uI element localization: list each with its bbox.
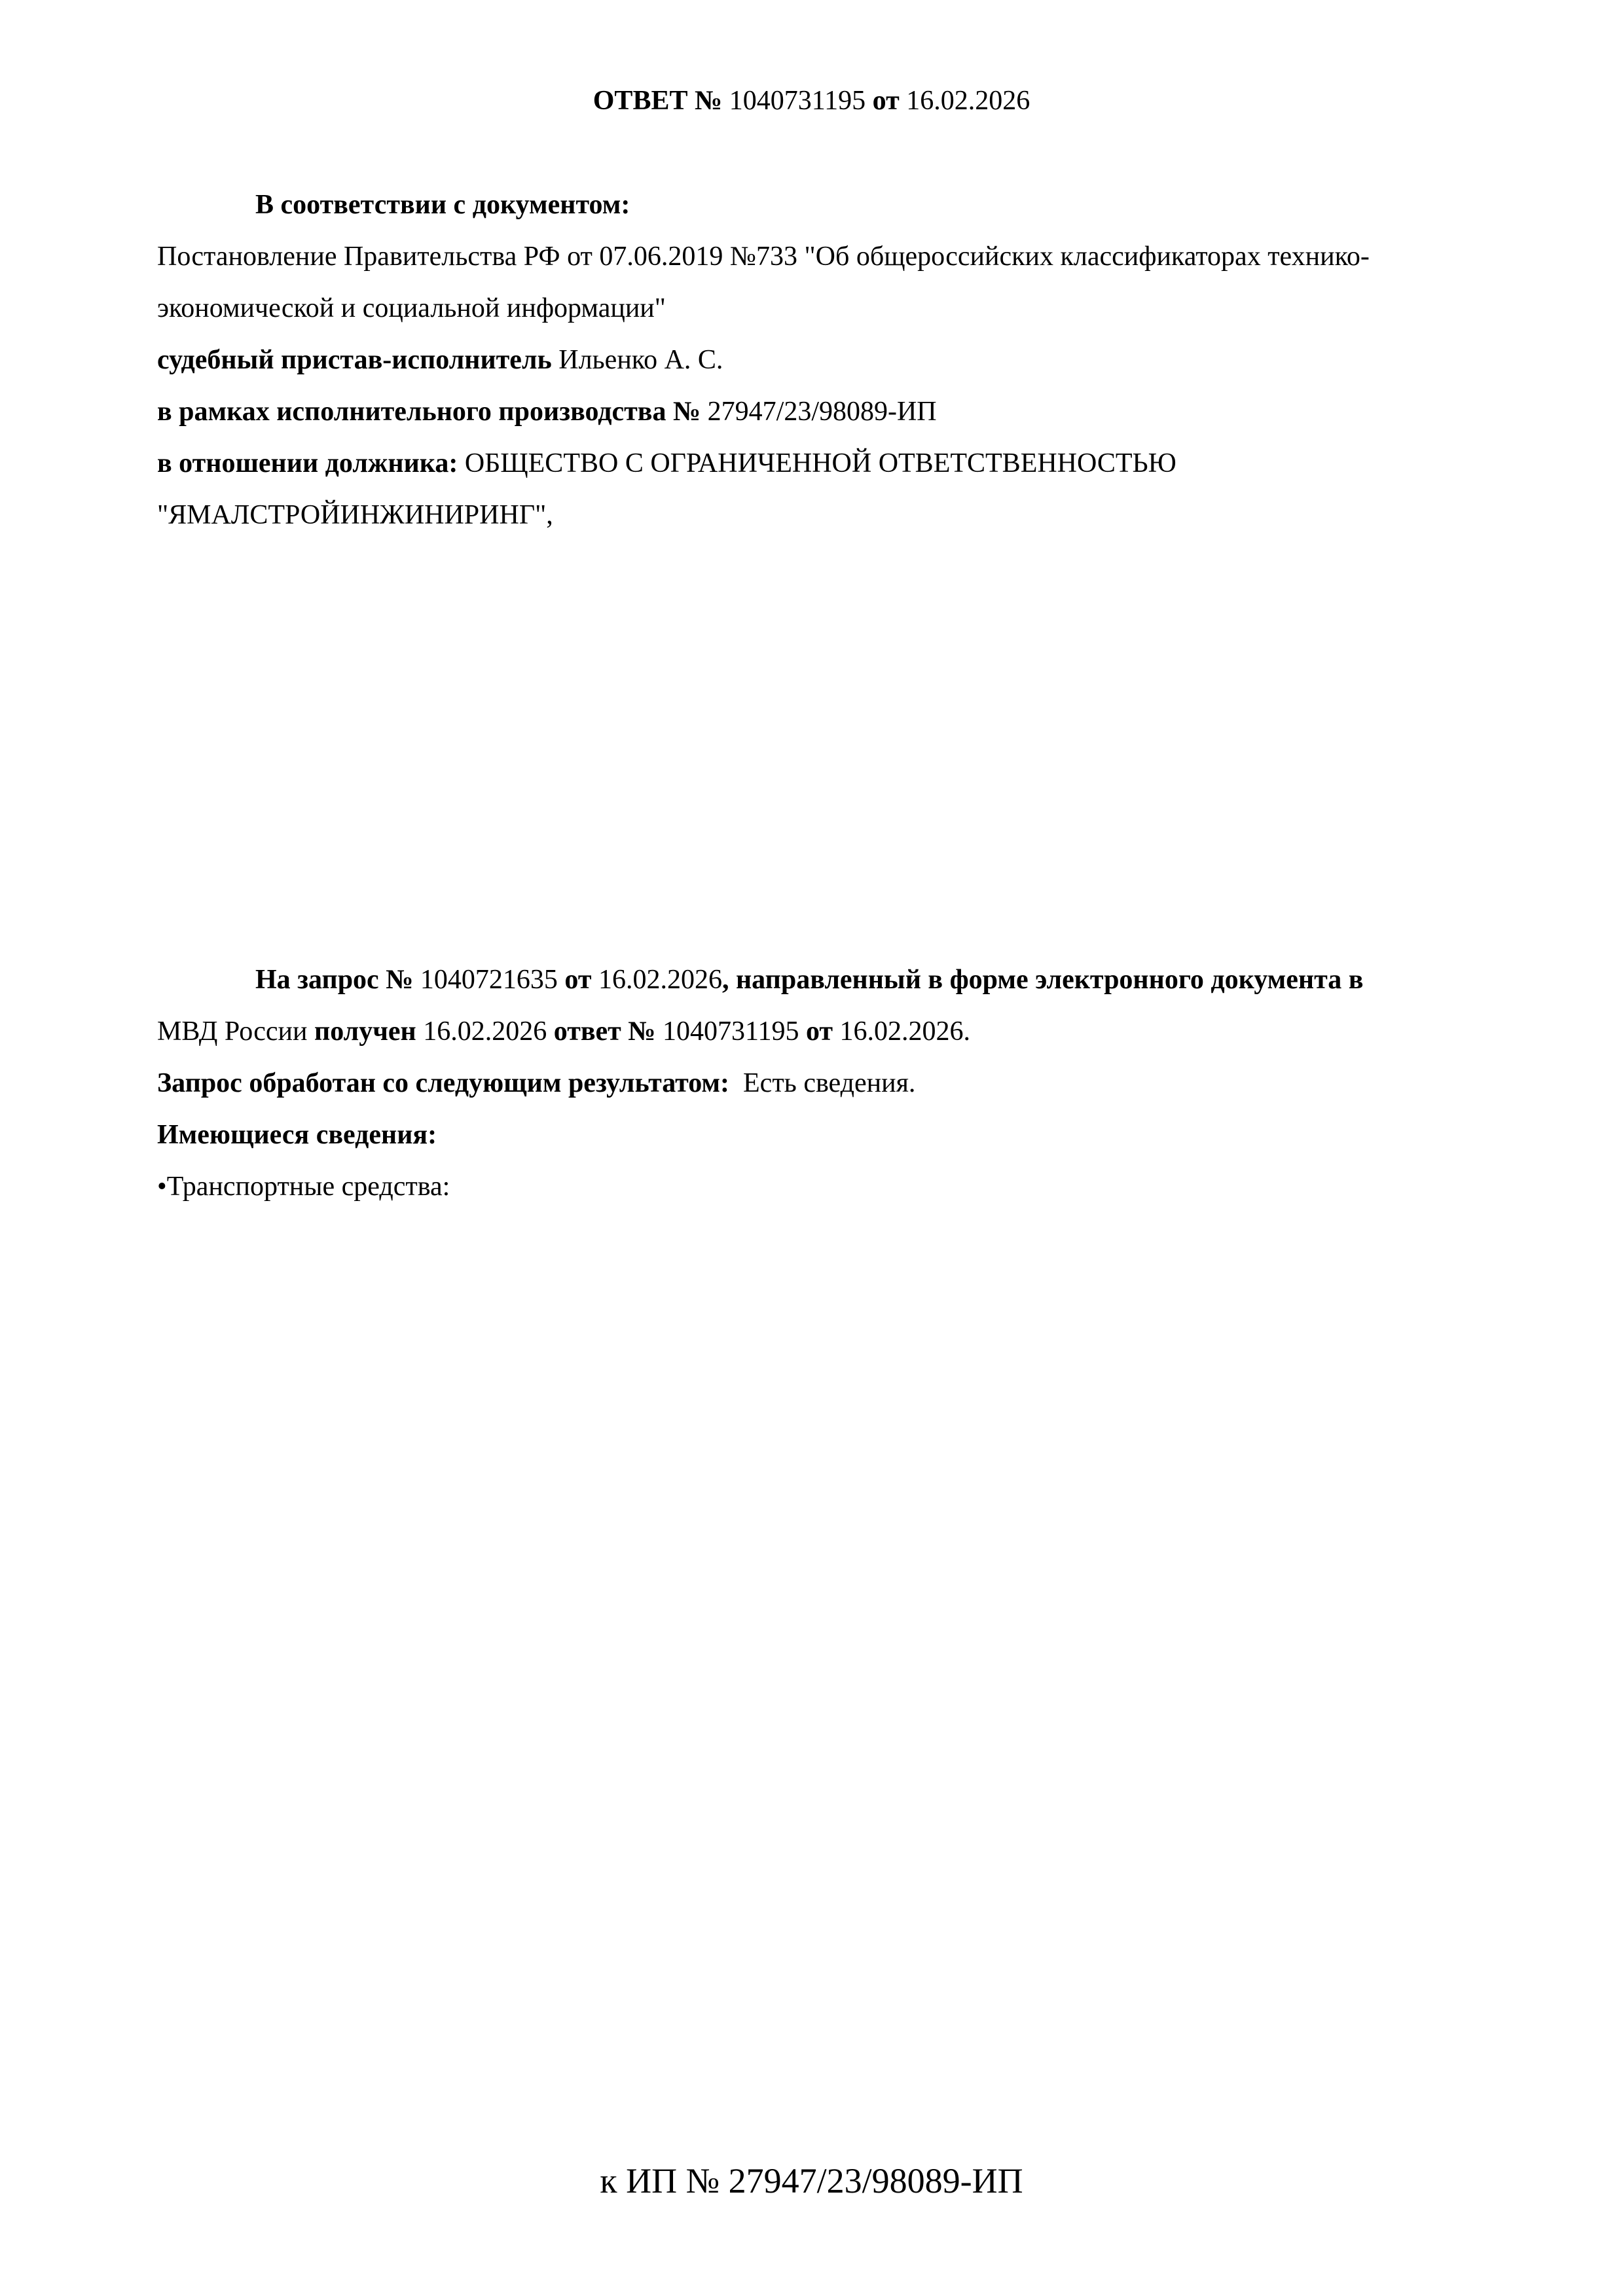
request-answer-label: ответ № bbox=[553, 1016, 656, 1047]
answer-number: 1040731195 bbox=[729, 86, 866, 116]
proceeding-number: 27947/23/98089-ИП bbox=[707, 397, 937, 427]
request-line2 bbox=[157, 1018, 970, 1045]
received-date: 16.02.2026 bbox=[423, 1016, 547, 1047]
result-line bbox=[157, 1069, 915, 1097]
footer-reference: к ИП № 27947/23/98089-ИП bbox=[600, 2161, 1023, 2200]
debtor-name-line1: ОБЩЕСТВО С ОГРАНИЧЕННОЙ ОТВЕТСТВЕННОСТЬЮ bbox=[464, 448, 1176, 478]
request-answer-from-label: от bbox=[805, 1016, 833, 1047]
debtor-line bbox=[157, 450, 1176, 477]
answer-date: 16.02.2026 bbox=[906, 86, 1030, 116]
proceeding-label: в рамках исполнительного производства № bbox=[157, 397, 701, 427]
request-number: 1040721635 bbox=[420, 965, 558, 995]
vehicles-list-item: •Транспортные средства: bbox=[157, 1172, 450, 1202]
answer-title bbox=[0, 87, 1623, 115]
basis-heading: В соответствии с документом: bbox=[255, 190, 630, 220]
answer-label: ОТВЕТ № bbox=[593, 86, 723, 116]
bailiff-name: Ильенко А. С. bbox=[558, 345, 723, 375]
request-line1 bbox=[255, 966, 1363, 994]
agency: МВД России bbox=[157, 1016, 308, 1047]
request-label: На запрос № bbox=[255, 965, 414, 995]
request-answer-number: 1040731195 bbox=[663, 1016, 799, 1047]
result-value: Есть сведения. bbox=[743, 1068, 916, 1098]
request-date: 16.02.2026 bbox=[598, 965, 722, 995]
result-label: Запрос обработан со следующим результатом: bbox=[157, 1068, 730, 1098]
request-from-label: от bbox=[564, 965, 592, 995]
basis-document-line2: экономической и социальной информации" bbox=[157, 293, 666, 323]
answer-from-label: от bbox=[872, 86, 900, 116]
proceeding-line bbox=[157, 398, 937, 425]
received-label: получен bbox=[314, 1016, 416, 1047]
request-sent-label: , направленный в форме электронного документа в bbox=[721, 965, 1364, 995]
bailiff-line bbox=[157, 346, 723, 374]
available-heading: Имеющиеся сведения: bbox=[157, 1120, 437, 1150]
debtor-name-line2: "ЯМАЛСТРОЙИНЖИНИРИНГ", bbox=[157, 500, 553, 530]
debtor-label: в отношении должника: bbox=[157, 448, 458, 478]
request-answer-date: 16.02.2026. bbox=[839, 1016, 971, 1047]
basis-document-line1: Постановление Правительства РФ от 07.06.2019 №733 "Об общероссийских классификаторах технико- bbox=[157, 242, 1370, 272]
bailiff-label: судебный пристав-исполнитель bbox=[157, 345, 552, 375]
